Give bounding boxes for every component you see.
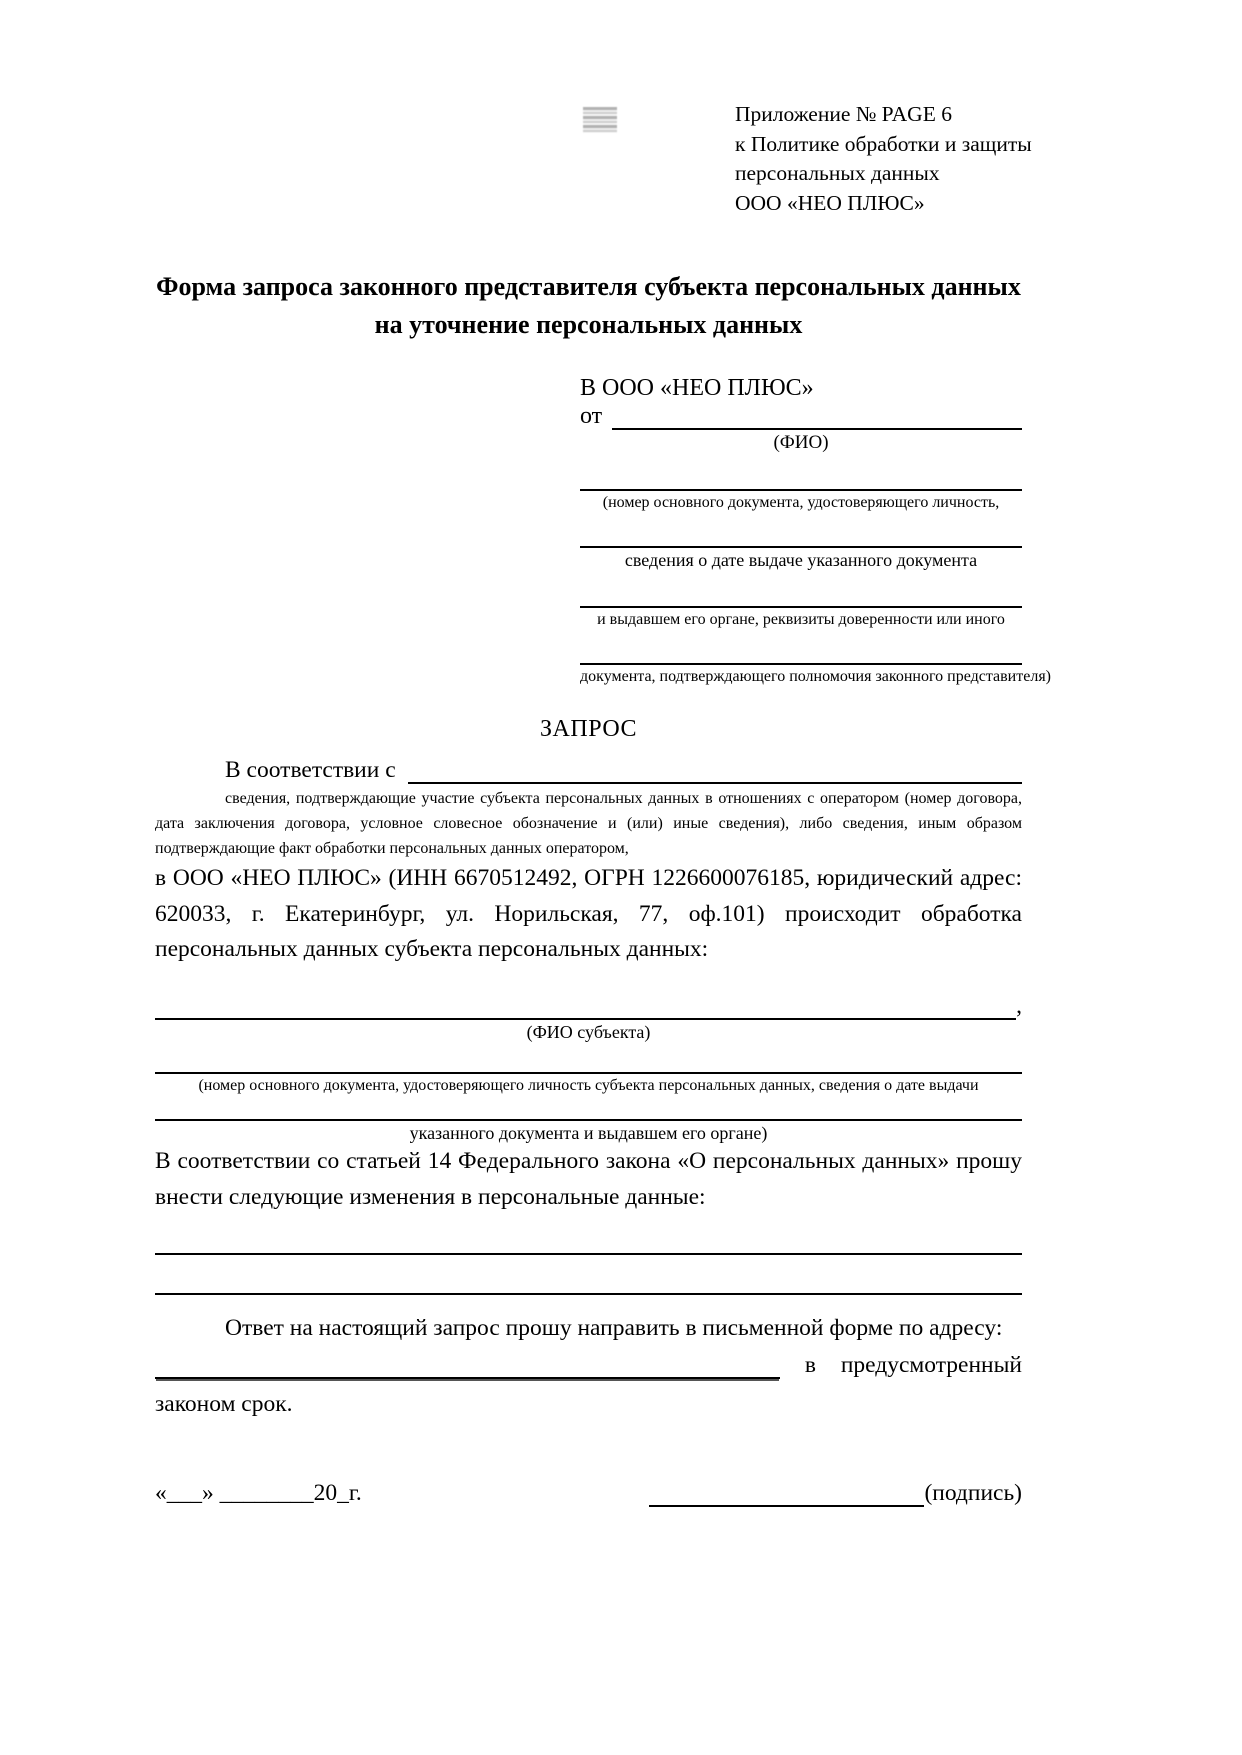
signature-line[interactable]	[649, 1482, 924, 1508]
answer-address-row	[155, 1352, 1022, 1379]
address-fill-line[interactable]	[155, 1353, 780, 1379]
answer-word-predusmotrenny: предусмотренный	[840, 1352, 1022, 1379]
header-line-appendix: Приложение № PAGE 6	[735, 102, 952, 126]
footer-row	[155, 1480, 1022, 1507]
subject-fio-line[interactable]	[155, 993, 1016, 1020]
form-title-line2: на уточнение персональных данных	[374, 309, 803, 339]
subject-doc-line-1[interactable]	[155, 1044, 1022, 1074]
answer-line3: законом срок.	[155, 1391, 293, 1418]
changes-line-2[interactable]	[155, 1255, 1022, 1295]
addressee-to: В ООО «НЕО ПЛЮС»	[580, 375, 814, 402]
header-line-personal-data: персональных данных	[735, 161, 940, 186]
caption-authority: документа, подтверждающего полномочия законного представителя)	[580, 667, 1051, 685]
article-paragraph: В соответствии со статьей 14 Федерального закона «О персональных данных» прошу внести следующие изменения в персональные данные:	[155, 1148, 1022, 1210]
signature-caption: (подпись)	[924, 1480, 1022, 1507]
intro-row	[155, 757, 1022, 784]
request-heading: ЗАПРОС	[540, 715, 637, 742]
caption-doc-issuer: и выдавшем его органе, реквизиты доверенности или иного	[597, 610, 1005, 628]
subject-doc-line-2[interactable]	[155, 1095, 1022, 1121]
field-code-smudge-icon	[583, 107, 617, 133]
changes-line-1[interactable]	[155, 1215, 1022, 1255]
caption-fio: (ФИО)	[773, 431, 829, 453]
intro-prefix: В соответствии с	[225, 756, 396, 783]
from-fill-line[interactable]	[612, 402, 1022, 430]
trailing-comma: ,	[1016, 993, 1022, 1020]
caption-subject-doc-1: (номер основного документа, удостоверяющего личность субъекта персональных данных, сведения о дате выдачи	[198, 1076, 979, 1094]
operator-paragraph: в ООО «НЕО ПЛЮС» (ИНН 6670512492, ОГРН 1226600076185, юридический адрес: 620033, г. Екатеринбург, ул. Норильская, 77, оф.101) происходит обработка персональных данных субъекта персональных данных:	[155, 865, 1022, 962]
representative-doc-issuer-line[interactable]	[580, 574, 1022, 608]
representative-doc-date-line[interactable]	[580, 514, 1022, 548]
subject-fio-row	[155, 993, 1022, 1020]
answer-line1: Ответ на настоящий запрос прошу направить в письменной форме по адресу:	[225, 1314, 1003, 1341]
document-content	[155, 268, 1051, 1507]
representative-authority-line[interactable]	[580, 631, 1022, 665]
representative-doc-number-line[interactable]	[580, 457, 1022, 491]
caption-subject-doc-2: указанного документа и выдавшем его органе)	[409, 1122, 768, 1143]
intro-fill-line[interactable]	[408, 757, 1022, 784]
caption-doc-date: сведения о дате выдаче указанного документа	[624, 549, 978, 570]
form-title-line1: Форма запроса законного представителя субъекта персональных данных	[156, 272, 1021, 301]
form-title	[155, 268, 1022, 343]
caption-subject-fio: (ФИО субъекта)	[526, 1022, 651, 1043]
answer-word-v: в	[804, 1352, 816, 1379]
date-field[interactable]: «___» ________20_г.	[155, 1480, 362, 1507]
header-block	[735, 100, 1035, 219]
header-line-policy: к Политике обработки и защиты	[735, 131, 1032, 156]
signature-group	[649, 1480, 1022, 1507]
caption-doc-number: (номер основного документа, удостоверяющего личность,	[602, 493, 1000, 511]
header-line-company: ООО «НЕО ПЛЮС»	[735, 190, 925, 215]
footnote-paragraph: сведения, подтверждающие участие субъекта персональных данных в отношениях с оператором (номер договора, дата заключения договора, условное словесное обозначение и (или) иные сведения), либо сведения, иным образом подтверждающие факт обработки персональных данных оператором,	[155, 789, 1022, 857]
from-label: от	[580, 402, 603, 429]
addressee-block	[580, 375, 1051, 686]
